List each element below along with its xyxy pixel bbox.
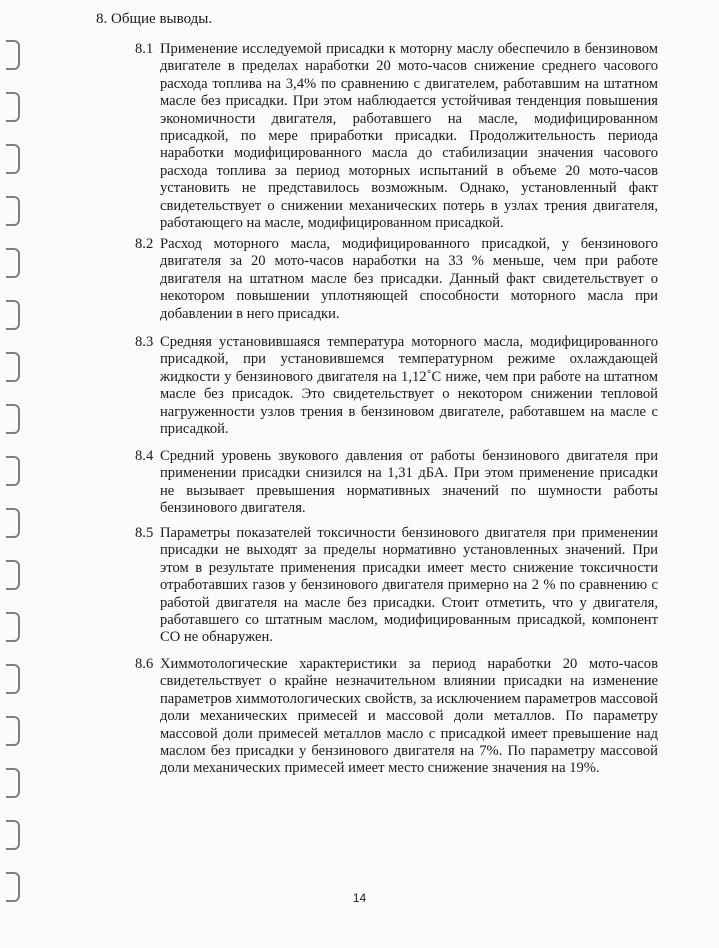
item-text: Применение исследуемой присадки к моторну маслу обеспечило в бензиновом двигателе в пределах наработки 20 мото-часов снижение среднего часового расхода топлива на 3,4% по сравнению с двигателем, работавшим на штатном масле без присадки. При этом наблюдается устойчивая тенденция повышения экономичности двигателя, работавшего на масле, модифицированном присадкой, по мере приработки присадки. Продолжительность периода наработки модифицированного масла до стабилизации значения часового расхода топлива за период моторных испытаний в объеме 20 мото-часов установить не представилось возможным. Однако, установленный факт свидетельствует о снижении механических потерь в узлах трения двигателя, работающего на масле, модифицированном присадкой. <box>160 41 658 232</box>
item-number: 8.5 <box>135 525 154 541</box>
conclusion-item-8-5 <box>135 525 658 647</box>
binding-ring-icon <box>6 196 20 226</box>
item-number: 8.6 <box>135 656 154 672</box>
binding-ring-icon <box>6 300 20 330</box>
binding-ring-icon <box>6 404 20 434</box>
binding-ring-icon <box>6 612 20 642</box>
conclusion-item-8-1 <box>135 41 658 232</box>
item-text: Средняя установившаяся температура моторного масла, модифицированного присадкой, при установившемся температурном режиме охлаждающей жидкости у бензинового двигателя на 1,12˚С ниже, чем при работе на штатном масле без присадок. Это свидетельствует о некотором снижении тепловой нагруженности узлов трения в бензиновом двигателе, работавшем на масле с присадкой. <box>160 334 658 438</box>
item-text: Средний уровень звукового давления от работы бензинового двигателя при применении присадки снизился на 1,31 дБА. При этом применение присадки не вызывает превышения нормативных значений по шумности работы бензинового двигателя. <box>160 448 658 517</box>
conclusion-item-8-2 <box>135 236 658 323</box>
binding-ring-icon <box>6 40 20 70</box>
binding-ring-icon <box>6 144 20 174</box>
binding-ring-icon <box>6 508 20 538</box>
item-number: 8.3 <box>135 334 154 350</box>
item-number: 8.1 <box>135 41 154 57</box>
binding-ring-icon <box>6 92 20 122</box>
section-heading: 8. Общие выводы. <box>96 11 213 27</box>
conclusion-item-8-6 <box>135 656 658 778</box>
binding-ring-icon <box>6 352 20 382</box>
item-number: 8.4 <box>135 448 154 464</box>
spiral-binding <box>0 0 28 948</box>
conclusion-item-8-3 <box>135 334 658 438</box>
item-text: Расход моторного масла, модифицированного присадкой, у бензинового двигателя за 20 мото-часов наработки на 33 % меньше, чем при работе двигателя на штатном масле без присадки. Данный факт свидетельствует о некотором повышении уплотняющей способности моторного масла при добавлении в него присадки. <box>160 236 658 322</box>
binding-ring-icon <box>6 456 20 486</box>
binding-ring-icon <box>6 768 20 798</box>
binding-ring-icon <box>6 560 20 590</box>
binding-ring-icon <box>6 664 20 694</box>
item-text: Параметры показателей токсичности бензинового двигателя при применении присадки не выходят за пределы нормативно установленных значений. При этом в результате применения присадки имеет место снижение токсичности отработавших газов у бензинового двигателя примерно на 2 % по сравнению с работой двигателя на масле без присадки. Стоит отметить, что у двигателя, работавшего со штатным маслом, модифицированным присадкой, компонент СО не обнаружен. <box>160 525 658 646</box>
page-number: 14 <box>352 891 367 905</box>
binding-ring-icon <box>6 716 20 746</box>
item-text: Химмотологические характеристики за период наработки 20 мото-часов свидетельствует о крайне незначительном влиянии присадки на изменение параметров химмотологических свойств, за исключением параметров массовой доли механических примесей и массовой доли металлов. По параметру массовой доли примесей металлов масло с присадкой имеет превышение над маслом без присадки у бензинового двигателя на 7%. По параметру массовой доли механических примесей имеет место снижение значения на 19%. <box>160 656 658 777</box>
binding-ring-icon <box>6 820 20 850</box>
item-number: 8.2 <box>135 236 154 252</box>
binding-ring-icon <box>6 248 20 278</box>
conclusion-item-8-4 <box>135 448 658 518</box>
